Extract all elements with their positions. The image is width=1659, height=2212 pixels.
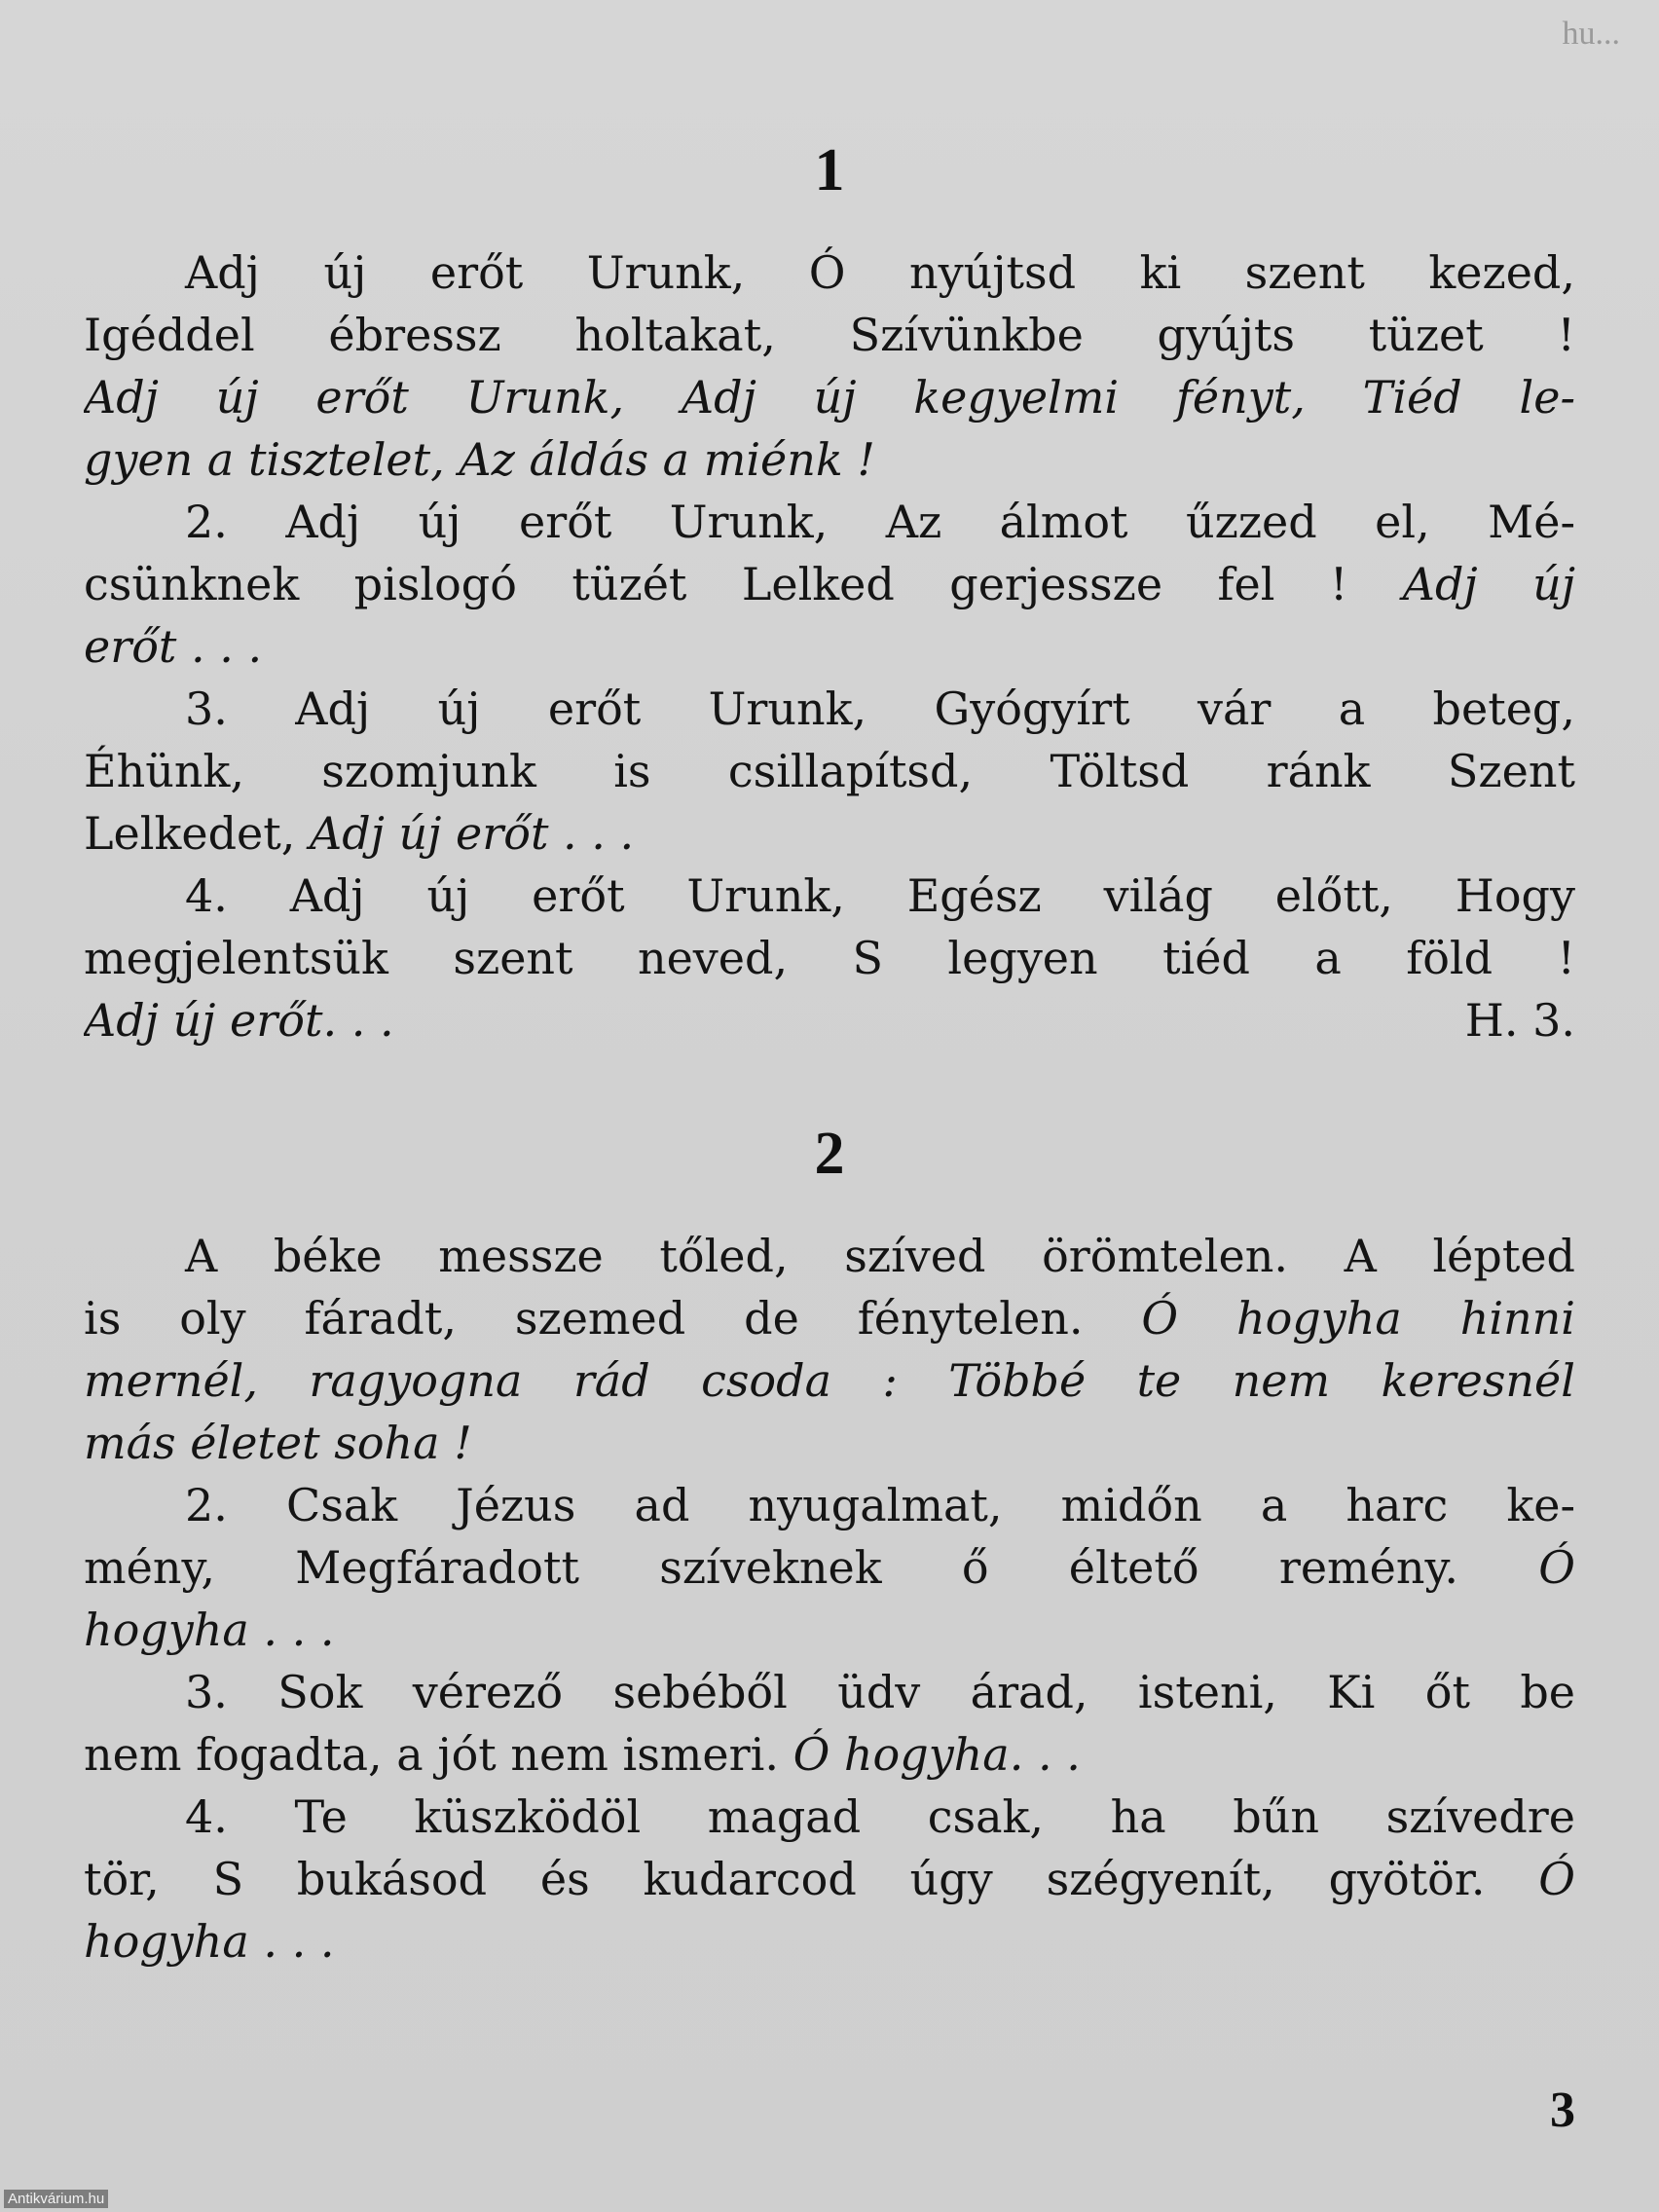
song-2-line-4: más életet soha !	[84, 1417, 472, 1469]
song-2-line-11: tör, S bukásod és kudarcod úgy szégyenít, gyötör. Ó	[84, 1853, 1575, 1905]
song-1-line-11: 4. Adj új erőt Urunk, Egész világ előtt, Hogy	[185, 869, 1575, 922]
song-1-number: 1	[814, 137, 845, 203]
song-1-line-8: 3. Adj új erőt Urunk, Gyógyírt vár a beteg,	[185, 682, 1575, 735]
song-1-text	[84, 241, 1575, 1051]
song-1-line-3: Adj új erőt Urunk, Adj új kegyelmi fényt, Tiéd le-	[84, 371, 1575, 424]
watermark: Antikvárium.hu	[4, 2190, 108, 2208]
song-2-line-6: mény, Megfáradott szíveknek ő éltető remény. Ó	[84, 1541, 1575, 1594]
song-2-text	[84, 1225, 1575, 1972]
song-2-line-10: 4. Te küszködöl magad csak, ha bűn szívedre	[185, 1790, 1575, 1843]
song-2-line-7: hogyha . . .	[84, 1604, 335, 1656]
song-2-line-12: hogyha . . .	[84, 1915, 335, 1968]
song-2-line-9: nem fogadta, a jót nem ismeri. Ó hogyha. . .	[84, 1728, 1081, 1781]
song-1-line-5: 2. Adj új erőt Urunk, Az álmot űzzed el, Mé-	[185, 496, 1575, 548]
song-1-line-9: Éhünk, szomjunk is csillapítsd, Töltsd ránk Szent	[84, 745, 1575, 797]
song-1-line-10: Lelkedet, Adj új erőt . . .	[84, 807, 635, 860]
song-1-line-1: Adj új erőt Urunk, Ó nyújtsd ki szent kezed,	[185, 246, 1575, 299]
song-2-line-3: mernél, ragyogna rád csoda : Többé te nem keresnél	[84, 1354, 1575, 1407]
song-1-line-4: gyen a tisztelet, Az áldás a miénk !	[84, 433, 875, 486]
song-2-line-2: is oly fáradt, szemed de fénytelen. Ó hogyha hinni	[84, 1292, 1575, 1345]
song-1-line-12: megjelentsük szent neved, S legyen tiéd a föld !	[84, 932, 1575, 984]
song-1-line-2: Igéddel ébressz holtakat, Szívünkbe gyújts tüzet !	[84, 309, 1575, 361]
song-2-line-5: 2. Csak Jézus ad nyugalmat, midőn a harc ke-	[185, 1479, 1575, 1531]
song-1-line-6: csünknek pislogó tüzét Lelked gerjessze fel ! Adj új	[84, 558, 1575, 610]
page-header-fragment: hu...	[1562, 16, 1620, 52]
song-1-line-7: erőt . . .	[84, 620, 263, 673]
song-2-line-8: 3. Sok vérező sebéből üdv árad, isteni, Ki őt be	[185, 1666, 1575, 1718]
song-2-line-1: A béke messze tőled, szíved örömtelen. A lépted	[185, 1230, 1575, 1282]
page-number: 3	[1550, 2083, 1575, 2138]
hymn-reference: H. 3.	[1464, 994, 1575, 1047]
song-2-number: 2	[814, 1121, 845, 1187]
song-1-line-13: Adj új erőt. . . H. 3.	[84, 989, 1575, 1051]
